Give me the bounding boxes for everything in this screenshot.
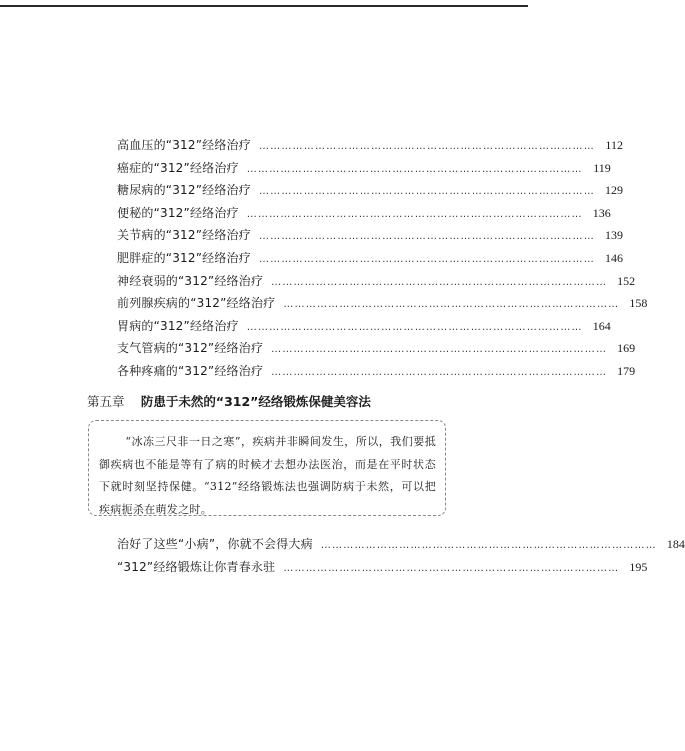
top-border-line	[0, 5, 528, 7]
toc-entry-title: 胃病的“312”经络治疗	[117, 318, 239, 333]
toc-leader-dots: ………………………………………………………………………………	[246, 163, 583, 175]
toc-entry-title: 前列腺疾病的“312”经络治疗	[117, 296, 276, 311]
toc-entry[interactable]	[117, 533, 685, 556]
toc-entry-page: 136	[592, 205, 611, 220]
toc-entry-page: 158	[629, 296, 648, 311]
toc-entry-title: 关节病的“312”经络治疗	[117, 228, 251, 243]
toc-entry-title: 高血压的“312”经络治疗	[117, 138, 251, 152]
toc-entry[interactable]	[117, 337, 636, 360]
toc-leader-dots: ………………………………………………………………………………	[320, 540, 657, 551]
toc-entry-page: 195	[629, 559, 648, 574]
toc-leader-dots: ………………………………………………………………………………	[258, 186, 595, 198]
toc-entry-page: 164	[592, 318, 611, 333]
chapter-toc-list	[117, 533, 685, 578]
toc-entry[interactable]	[117, 315, 611, 338]
toc-entry-title: 各种疼痛的“312”经络治疗	[117, 363, 264, 378]
toc-list	[117, 134, 648, 383]
toc-entry-page: 184	[666, 537, 685, 551]
toc-entry[interactable]	[117, 134, 623, 157]
chapter-intro-text: “冰冻三尺非一日之寒”，疾病并非瞬间发生，所以，我们要抵御疾病也不能是等有了病的时候才去想办法医治，而是在平时状态下就时刻坚持保健。“312”经络锻炼法也强调防病于未然，可以把疾病扼杀在萌发之时。	[99, 435, 436, 516]
toc-leader-dots: ………………………………………………………………………………	[258, 231, 595, 243]
toc-leader-dots: ………………………………………………………………………………	[283, 299, 620, 311]
toc-leader-dots: ………………………………………………………………………………	[271, 276, 608, 288]
toc-entry[interactable]	[117, 224, 623, 247]
toc-leader-dots: ………………………………………………………………………………	[271, 344, 608, 356]
chapter-heading[interactable]	[87, 392, 371, 410]
toc-entry-title: “312”经络锻炼让你青春永驻	[117, 559, 276, 574]
toc-entry[interactable]	[117, 270, 636, 293]
toc-entry-title: 癌症的“312”经络治疗	[117, 160, 239, 175]
toc-entry-page: 112	[605, 138, 623, 152]
toc-entry[interactable]	[117, 360, 636, 383]
toc-leader-dots: ………………………………………………………………………………	[271, 366, 608, 378]
toc-entry-page: 146	[604, 250, 623, 265]
toc-entry[interactable]	[117, 202, 611, 225]
toc-entry-title: 糖尿病的“312”经络治疗	[117, 183, 251, 198]
toc-leader-dots: ………………………………………………………………………………	[246, 208, 583, 220]
toc-entry-page: 169	[617, 341, 636, 356]
toc-entry-page: 129	[604, 183, 623, 198]
toc-leader-dots: ………………………………………………………………………………	[283, 562, 620, 574]
toc-entry-title: 神经衰弱的“312”经络治疗	[117, 273, 264, 288]
toc-entry-title: 支气管病的“312”经络治疗	[117, 341, 264, 356]
toc-entry-page: 119	[593, 160, 611, 175]
toc-entry[interactable]	[117, 157, 611, 180]
toc-entry[interactable]	[117, 247, 623, 270]
chapter-intro-box	[88, 420, 446, 516]
chapter-title: 防患于未然的“312”经络锻炼保健美容法	[140, 394, 371, 409]
toc-entry[interactable]	[117, 179, 623, 202]
chapter-number: 第五章	[87, 394, 125, 409]
toc-leader-dots: ………………………………………………………………………………	[258, 253, 595, 265]
toc-leader-dots: ………………………………………………………………………………	[258, 141, 595, 152]
toc-entry[interactable]	[117, 556, 648, 579]
toc-entry[interactable]	[117, 292, 648, 315]
toc-entry-title: 肥胖症的“312”经络治疗	[117, 250, 251, 265]
toc-entry-title: 治好了这些“小病”，你就不会得大病	[117, 537, 313, 551]
toc-entry-page: 152	[617, 273, 636, 288]
toc-entry-page: 139	[604, 228, 623, 243]
toc-entry-page: 179	[617, 363, 636, 378]
toc-entry-title: 便秘的“312”经络治疗	[117, 205, 239, 220]
toc-leader-dots: ………………………………………………………………………………	[246, 321, 583, 333]
